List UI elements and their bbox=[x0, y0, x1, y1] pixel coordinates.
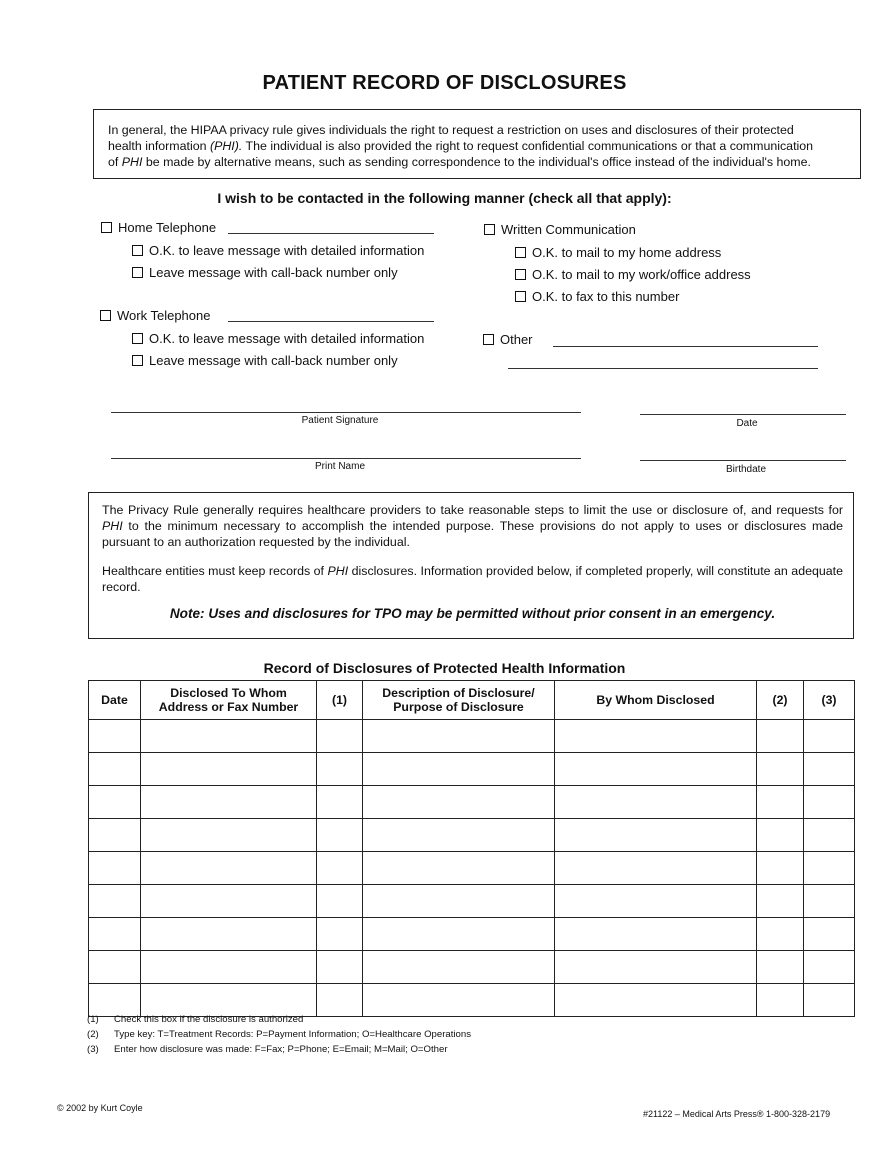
intro-phi-em: (PHI). bbox=[209, 139, 243, 153]
table-cell[interactable] bbox=[141, 720, 317, 753]
table-cell[interactable] bbox=[141, 852, 317, 885]
intro-phi-em: PHI bbox=[121, 155, 143, 169]
table-cell[interactable] bbox=[317, 720, 363, 753]
other-option[interactable] bbox=[483, 330, 533, 348]
privacy-text: Healthcare entities must keep records of bbox=[102, 564, 328, 578]
intro-text: The individual is also provided the right to request confidential communications or that a communication bbox=[242, 139, 814, 153]
column-header-1: (1) bbox=[317, 681, 363, 720]
table-cell[interactable] bbox=[363, 918, 555, 951]
table-cell[interactable] bbox=[89, 918, 141, 951]
intro-text: health information bbox=[108, 139, 210, 153]
work-telephone-checkbox[interactable] bbox=[100, 310, 111, 321]
table-cell[interactable] bbox=[555, 819, 757, 852]
fax-checkbox[interactable] bbox=[515, 291, 526, 302]
table-cell[interactable] bbox=[141, 819, 317, 852]
table-cell[interactable] bbox=[804, 753, 855, 786]
disclosed-to-line-1: Disclosed To Whom bbox=[170, 686, 287, 700]
column-header-disclosed-to bbox=[141, 681, 317, 720]
table-cell[interactable] bbox=[89, 819, 141, 852]
table-cell[interactable] bbox=[757, 786, 804, 819]
home-callback-label: Leave message with call-back number only bbox=[149, 264, 398, 280]
mail-home-label: O.K. to mail to my home address bbox=[532, 244, 722, 260]
table-row bbox=[89, 786, 855, 819]
privacy-phi-em: PHI bbox=[102, 519, 123, 533]
home-telephone-label: Home Telephone bbox=[118, 219, 217, 235]
work-telephone-line[interactable] bbox=[228, 321, 434, 322]
table-cell[interactable] bbox=[363, 819, 555, 852]
intro-box bbox=[93, 109, 861, 179]
home-detailed-label: O.K. to leave message with detailed information bbox=[149, 242, 425, 258]
intro-line-1: In general, the HIPAA privacy rule gives individuals the right to request a restriction on uses and disclosures of their protected bbox=[108, 123, 794, 137]
table-cell[interactable] bbox=[555, 753, 757, 786]
table-cell[interactable] bbox=[363, 885, 555, 918]
written-communication-label: Written Communication bbox=[501, 221, 636, 237]
print-name-label: Print Name bbox=[314, 461, 365, 472]
copyright: © 2002 by Kurt Coyle bbox=[57, 1103, 143, 1113]
work-callback-option[interactable] bbox=[132, 351, 398, 369]
footnote-text: Type key: T=Treatment Records: P=Payment Information; O=Healthcare Operations bbox=[114, 1029, 472, 1040]
table-cell[interactable] bbox=[804, 951, 855, 984]
table-cell[interactable] bbox=[317, 918, 363, 951]
table-row bbox=[89, 951, 855, 984]
description-line-2: Purpose of Disclosure bbox=[393, 700, 524, 714]
table-cell[interactable] bbox=[555, 984, 757, 1017]
table-cell[interactable] bbox=[804, 720, 855, 753]
table-cell[interactable] bbox=[555, 720, 757, 753]
mail-home-option[interactable] bbox=[515, 243, 721, 261]
table-row bbox=[89, 918, 855, 951]
birthdate-label: Birthdate bbox=[725, 464, 767, 475]
intro-text: of bbox=[108, 155, 122, 169]
written-communication-checkbox[interactable] bbox=[484, 224, 495, 235]
table-cell[interactable] bbox=[89, 852, 141, 885]
table-cell[interactable] bbox=[141, 753, 317, 786]
table-cell[interactable] bbox=[757, 885, 804, 918]
footnote-3 bbox=[87, 1042, 471, 1057]
table-cell[interactable] bbox=[89, 720, 141, 753]
other-line-1[interactable] bbox=[553, 346, 818, 347]
footnote-2 bbox=[87, 1027, 471, 1042]
table-cell[interactable] bbox=[804, 852, 855, 885]
written-communication-option[interactable] bbox=[484, 220, 636, 238]
column-header-2: (2) bbox=[757, 681, 804, 720]
table-cell[interactable] bbox=[804, 885, 855, 918]
table-row bbox=[89, 819, 855, 852]
other-label: Other bbox=[500, 331, 533, 347]
table-cell[interactable] bbox=[89, 753, 141, 786]
intro-text: be made by alternative means, such as sending correspondence to the individual's office instead of the individual's home. bbox=[142, 155, 811, 169]
fax-label: O.K. to fax to this number bbox=[532, 288, 680, 304]
table-cell[interactable] bbox=[317, 786, 363, 819]
table-cell[interactable] bbox=[317, 819, 363, 852]
table-cell[interactable] bbox=[757, 819, 804, 852]
table-row bbox=[89, 720, 855, 753]
table-cell[interactable] bbox=[804, 786, 855, 819]
table-header-row bbox=[89, 681, 855, 720]
column-header-by-whom: By Whom Disclosed bbox=[555, 681, 757, 720]
work-callback-checkbox[interactable] bbox=[132, 355, 143, 366]
work-detailed-label: O.K. to leave message with detailed information bbox=[149, 330, 425, 346]
fax-option[interactable] bbox=[515, 287, 679, 305]
mail-work-checkbox[interactable] bbox=[515, 269, 526, 280]
table-cell[interactable] bbox=[555, 885, 757, 918]
table-cell[interactable] bbox=[141, 885, 317, 918]
birthdate-line[interactable] bbox=[640, 460, 846, 461]
privacy-text: to the minimum necessary to accomplish the intended purpose. These provisions do not apply to uses or disclosures made pursuant to an authorization requested by the individual. bbox=[102, 519, 843, 549]
work-detailed-option[interactable] bbox=[132, 329, 424, 347]
record-heading: Record of Disclosures of Protected Health Information bbox=[263, 660, 626, 676]
table-cell[interactable] bbox=[757, 720, 804, 753]
work-detailed-checkbox[interactable] bbox=[132, 333, 143, 344]
table-cell[interactable] bbox=[555, 918, 757, 951]
privacy-rule-box bbox=[88, 492, 854, 639]
table-cell[interactable] bbox=[363, 786, 555, 819]
table-cell[interactable] bbox=[804, 918, 855, 951]
mail-work-label: O.K. to mail to my work/office address bbox=[532, 266, 751, 282]
privacy-paragraph-2 bbox=[102, 563, 843, 595]
footnote-1 bbox=[87, 1012, 471, 1027]
footnote-text: Check this box if the disclosure is authorized bbox=[114, 1014, 304, 1025]
home-telephone-option[interactable] bbox=[101, 218, 216, 236]
intro-line-3 bbox=[108, 154, 846, 170]
table-row bbox=[89, 753, 855, 786]
column-header-description bbox=[363, 681, 555, 720]
tpo-note: Note: Uses and disclosures for TPO may be permitted without prior consent in an emergency. bbox=[169, 606, 776, 621]
footnote-number: (1) bbox=[87, 1014, 99, 1025]
table-cell[interactable] bbox=[804, 819, 855, 852]
footnotes bbox=[87, 1012, 471, 1057]
home-callback-checkbox[interactable] bbox=[132, 267, 143, 278]
table-cell[interactable] bbox=[757, 852, 804, 885]
table-row bbox=[89, 852, 855, 885]
table-cell[interactable] bbox=[757, 984, 804, 1017]
column-header-3: (3) bbox=[804, 681, 855, 720]
table-cell[interactable] bbox=[363, 951, 555, 984]
privacy-phi-em: PHI bbox=[327, 564, 349, 578]
column-header-date: Date bbox=[89, 681, 141, 720]
table-cell[interactable] bbox=[141, 951, 317, 984]
other-checkbox[interactable] bbox=[483, 334, 494, 345]
table-cell[interactable] bbox=[89, 885, 141, 918]
table-cell[interactable] bbox=[317, 951, 363, 984]
other-line-2[interactable] bbox=[508, 368, 818, 369]
work-telephone-label: Work Telephone bbox=[117, 307, 211, 323]
table-cell[interactable] bbox=[363, 852, 555, 885]
work-telephone-option[interactable] bbox=[100, 306, 210, 324]
mail-work-option[interactable] bbox=[515, 265, 751, 283]
mail-home-checkbox[interactable] bbox=[515, 247, 526, 258]
footnote-number: (2) bbox=[87, 1029, 99, 1040]
work-callback-label: Leave message with call-back number only bbox=[149, 352, 398, 368]
page-title: PATIENT RECORD OF DISCLOSURES bbox=[262, 72, 627, 94]
date-line[interactable] bbox=[640, 414, 846, 415]
table-cell[interactable] bbox=[141, 786, 317, 819]
description-line-1: Description of Disclosure/ bbox=[382, 686, 535, 700]
disclosure-record-table bbox=[88, 680, 855, 1017]
home-detailed-checkbox[interactable] bbox=[132, 245, 143, 256]
table-cell[interactable] bbox=[89, 786, 141, 819]
table-cell[interactable] bbox=[363, 720, 555, 753]
table-cell[interactable] bbox=[804, 984, 855, 1017]
date-label: Date bbox=[736, 418, 758, 429]
home-callback-option[interactable] bbox=[132, 263, 398, 281]
privacy-text: The Privacy Rule generally requires healthcare providers to take reasonable steps to limit the use or disclosure of, and requests for bbox=[102, 503, 843, 517]
home-telephone-line[interactable] bbox=[228, 233, 434, 234]
table-cell[interactable] bbox=[757, 753, 804, 786]
table-cell[interactable] bbox=[317, 852, 363, 885]
publisher-info: #21122 – Medical Arts Press® 1-800-328-2179 bbox=[643, 1109, 831, 1119]
table-cell[interactable] bbox=[555, 852, 757, 885]
table-row bbox=[89, 885, 855, 918]
table-cell[interactable] bbox=[141, 918, 317, 951]
disclosed-to-line-2: Address or Fax Number bbox=[158, 700, 299, 714]
patient-signature-line[interactable] bbox=[111, 412, 581, 413]
table-cell[interactable] bbox=[89, 951, 141, 984]
table-cell[interactable] bbox=[317, 885, 363, 918]
table-cell[interactable] bbox=[317, 753, 363, 786]
home-telephone-checkbox[interactable] bbox=[101, 222, 112, 233]
privacy-text: disclosures. Information provided below, if completed properly, will constitute an adequate record. bbox=[102, 564, 843, 594]
home-detailed-option[interactable] bbox=[132, 241, 424, 259]
table-cell[interactable] bbox=[555, 786, 757, 819]
table-cell[interactable] bbox=[757, 918, 804, 951]
footnote-text: Enter how disclosure was made: F=Fax; P=Phone; E=Email; M=Mail; O=Other bbox=[114, 1044, 448, 1055]
table-cell[interactable] bbox=[363, 753, 555, 786]
contact-heading: I wish to be contacted in the following manner (check all that apply): bbox=[217, 190, 672, 206]
print-name-line[interactable] bbox=[111, 458, 581, 459]
intro-line-2 bbox=[108, 138, 846, 154]
table-cell[interactable] bbox=[555, 951, 757, 984]
table-cell[interactable] bbox=[757, 951, 804, 984]
privacy-paragraph-1 bbox=[102, 502, 843, 550]
patient-signature-label: Patient Signature bbox=[301, 415, 379, 426]
footnote-number: (3) bbox=[87, 1044, 99, 1055]
